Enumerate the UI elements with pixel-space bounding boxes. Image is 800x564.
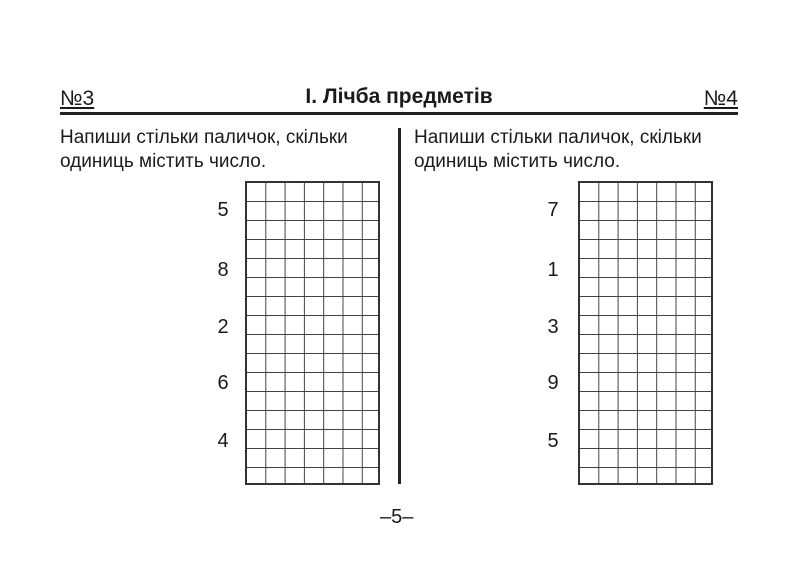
number-label: 9	[547, 372, 559, 394]
number-label: 7	[547, 199, 559, 221]
section-title: І. Лічба предметів	[305, 85, 493, 108]
instruction-line: Напиши стільки паличок, скільки	[60, 127, 348, 148]
instruction-line: одиниць містить число.	[60, 151, 267, 172]
instruction-line: Напиши стільки паличок, скільки	[414, 127, 702, 148]
instruction-left	[60, 126, 390, 174]
number-label: 1	[547, 259, 559, 281]
instruction-right	[414, 126, 744, 174]
writing-grid-left[interactable]	[245, 181, 380, 485]
exercise-number-4: №4	[703, 87, 738, 110]
column-divider	[398, 128, 401, 484]
number-label: 2	[217, 316, 229, 338]
exercise-number-3: №3	[60, 87, 95, 110]
number-label: 3	[547, 316, 559, 338]
number-label: 5	[217, 199, 229, 221]
section-header	[60, 84, 738, 115]
page-number: –5–	[380, 506, 414, 528]
number-label: 8	[217, 259, 229, 281]
number-label: 6	[217, 372, 229, 394]
writing-grid-right[interactable]	[578, 181, 713, 485]
number-label: 5	[547, 430, 559, 452]
number-label: 4	[217, 430, 229, 452]
instruction-line: одиниць містить число.	[414, 151, 621, 172]
